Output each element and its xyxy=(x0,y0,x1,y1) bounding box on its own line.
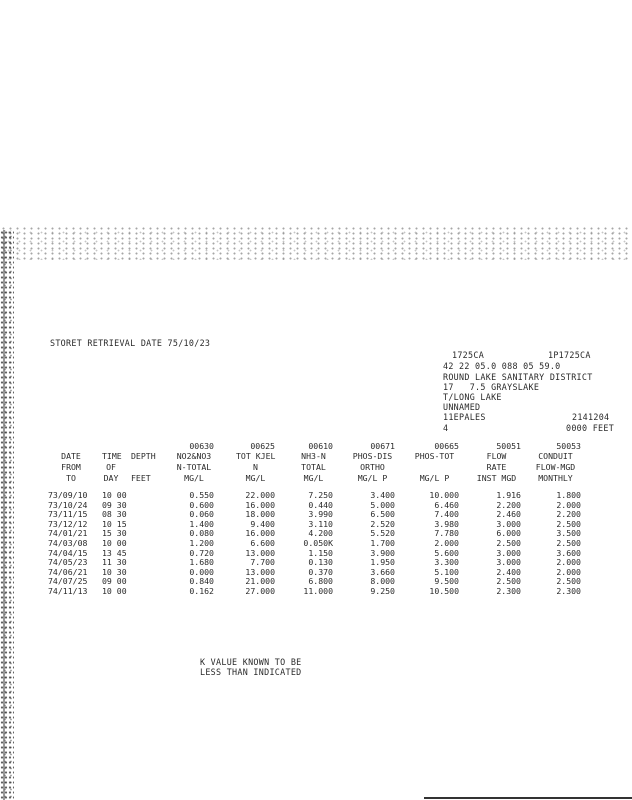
station-coords: 42 22 05.0 088 05 59.0 xyxy=(443,361,561,371)
cell-flow-rate: 2.460 xyxy=(496,509,521,520)
column-header-phos-tot xyxy=(410,463,459,473)
scan-bottom-rule xyxy=(424,797,632,799)
scan-edge xyxy=(3,230,5,800)
cell-conduit-flow: 2.500 xyxy=(556,538,581,548)
cell-conduit-flow: 2.200 xyxy=(556,509,581,520)
column-header-no2no3: MG/L xyxy=(184,473,204,483)
column-header-time: DAY xyxy=(103,473,119,483)
cell-date: 73/12/12 xyxy=(48,518,88,529)
cell-no2no3: 0.080 xyxy=(189,528,214,539)
param-code-nh3: 00610 xyxy=(308,441,333,451)
column-header-time: TIME xyxy=(102,451,122,461)
cell-phos-tot: 10.000 xyxy=(429,490,459,500)
cell-nh3: 1.150 xyxy=(308,547,333,558)
column-header-nh3: TOTAL xyxy=(301,462,326,472)
cell-phos-dis: 1.700 xyxy=(370,538,395,548)
column-header-date: DATE xyxy=(61,451,81,461)
param-code-conduit-flow: 50053 xyxy=(556,441,581,451)
cell-phos-dis: 6.500 xyxy=(370,509,395,520)
cell-phos-tot: 3.300 xyxy=(434,557,459,568)
station-id: 1725CA xyxy=(452,350,485,360)
cell-phos-dis: 3.660 xyxy=(370,566,395,577)
param-code-flow-rate: 50051 xyxy=(496,441,521,451)
cell-nh3: 11.000 xyxy=(303,586,333,596)
cell-tkn: 22.000 xyxy=(245,490,275,500)
column-header-phos-tot: MG/L P xyxy=(419,473,450,483)
cell-nh3: 7.250 xyxy=(308,490,333,500)
column-header-date: FROM xyxy=(61,462,81,472)
cell-nh3: 3.990 xyxy=(308,509,333,520)
cell-phos-dis: 2.520 xyxy=(370,518,395,529)
footnote-line1: K VALUE KNOWN TO BE xyxy=(200,657,302,667)
cell-depth xyxy=(131,539,148,549)
cell-date: 74/06/21 xyxy=(48,566,88,577)
param-code-tkn: 00625 xyxy=(250,441,275,451)
cell-tkn: 16.000 xyxy=(245,528,275,539)
cell-depth xyxy=(131,529,148,539)
cell-flow-rate: 3.000 xyxy=(496,557,521,568)
cell-flow-rate: 2.500 xyxy=(496,538,521,548)
cell-flow-rate: 2.200 xyxy=(496,499,521,510)
cell-no2no3: 0.840 xyxy=(189,576,214,587)
cell-depth xyxy=(131,501,148,511)
cell-phos-tot: 10.500 xyxy=(429,586,459,596)
column-header-nh3: MG/L xyxy=(303,473,324,483)
cell-no2no3: 1.200 xyxy=(189,538,214,548)
cell-nh3: 3.110 xyxy=(308,518,333,529)
column-header-flow-rate: RATE xyxy=(486,462,507,472)
column-header-date: TO xyxy=(66,473,76,483)
column-header-no2no3: NO2&NO3 xyxy=(176,451,212,461)
cell-time: 09 00 xyxy=(102,576,127,587)
cell-tkn: 21.000 xyxy=(245,576,275,587)
cell-date: 74/01/21 xyxy=(48,528,88,539)
cell-time: 10 00 xyxy=(102,586,127,596)
cell-phos-dis: 3.900 xyxy=(370,547,395,558)
cell-no2no3: 1.400 xyxy=(189,518,214,529)
column-header-conduit-flow: FLOW-MGD xyxy=(535,462,576,472)
cell-no2no3: 0.550 xyxy=(189,490,214,500)
cell-conduit-flow: 2.300 xyxy=(556,586,581,596)
cell-depth xyxy=(131,587,148,597)
cell-conduit-flow: 2.000 xyxy=(556,557,581,568)
cell-nh3: 0.440 xyxy=(308,499,333,510)
depth-label: 0000 FEET xyxy=(566,423,615,433)
cell-phos-dis: 5.520 xyxy=(370,528,395,539)
cell-date: 74/05/23 xyxy=(48,557,88,568)
cell-tkn: 7.700 xyxy=(250,557,275,568)
cell-tkn: 13.000 xyxy=(245,547,275,558)
cell-depth xyxy=(131,577,148,587)
cell-nh3: 0.050K xyxy=(303,538,333,548)
column-header-phos-tot: PHOS-TOT xyxy=(414,451,455,461)
cell-phos-tot: 5.600 xyxy=(434,547,459,558)
level-code: 4 xyxy=(443,423,449,433)
cell-phos-dis: 1.950 xyxy=(370,557,395,568)
cell-time: 09 30 xyxy=(102,499,127,510)
cell-conduit-flow: 1.800 xyxy=(556,490,581,500)
code-right: 2141204 xyxy=(572,412,610,422)
cell-phos-dis: 9.250 xyxy=(370,586,395,596)
cell-depth xyxy=(131,491,148,501)
cell-conduit-flow: 2.500 xyxy=(556,518,581,529)
cell-phos-tot: 9.500 xyxy=(434,576,459,587)
cell-flow-rate: 2.500 xyxy=(496,576,521,587)
cell-phos-tot: 2.000 xyxy=(434,538,459,548)
cell-no2no3: 0.162 xyxy=(189,586,214,596)
cell-phos-dis: 8.000 xyxy=(370,576,395,587)
hq-code: 11EPALES xyxy=(443,412,486,422)
cell-tkn: 27.000 xyxy=(245,586,275,596)
cell-date: 73/11/15 xyxy=(48,509,88,520)
cell-date: 73/10/24 xyxy=(48,499,88,510)
cell-date: 73/09/10 xyxy=(48,490,88,500)
cell-phos-tot: 7.780 xyxy=(434,528,459,539)
cell-phos-tot: 7.400 xyxy=(434,509,459,520)
param-code-phos-tot: 00665 xyxy=(434,441,459,451)
cell-flow-rate: 2.400 xyxy=(496,566,521,577)
column-header-flow-rate: FLOW xyxy=(486,451,507,461)
tributary-name: UNNAMED xyxy=(443,402,481,412)
cell-date: 74/03/08 xyxy=(48,538,88,548)
cell-flow-rate: 3.000 xyxy=(496,518,521,529)
cell-time: 08 30 xyxy=(102,509,127,520)
cell-nh3: 4.200 xyxy=(308,528,333,539)
cell-flow-rate: 6.000 xyxy=(496,528,521,539)
cell-flow-rate: 2.300 xyxy=(496,586,521,596)
cell-time: 10 30 xyxy=(102,566,127,577)
cell-time: 11 30 xyxy=(102,557,127,568)
cell-phos-tot: 3.980 xyxy=(434,518,459,529)
cell-conduit-flow: 3.600 xyxy=(556,547,581,558)
cell-no2no3: 1.680 xyxy=(189,557,214,568)
param-code-no2no3: 00630 xyxy=(189,441,214,451)
column-header-time: OF xyxy=(106,462,116,472)
cell-time: 13 45 xyxy=(102,547,127,558)
cell-phos-tot: 5.100 xyxy=(434,566,459,577)
column-header-tkn: N xyxy=(253,462,258,472)
waterbody-name: T/LONG LAKE xyxy=(443,392,502,402)
cell-phos-dis: 3.400 xyxy=(370,490,395,500)
cell-date: 74/04/15 xyxy=(48,547,88,558)
cell-nh3: 0.370 xyxy=(308,566,333,577)
cell-phos-tot: 6.460 xyxy=(434,499,459,510)
column-header-phos-dis: PHOS-DIS xyxy=(352,451,393,461)
column-header-conduit-flow: CONDUIT xyxy=(538,451,573,461)
column-header-flow-rate: INST MGD xyxy=(476,473,517,483)
cell-time: 15 30 xyxy=(102,528,127,539)
cell-tkn: 9.400 xyxy=(250,518,275,529)
cell-depth xyxy=(131,520,148,530)
scan-noise-top xyxy=(0,226,632,260)
cell-tkn: 16.000 xyxy=(245,499,275,510)
column-header-depth: DEPTH xyxy=(131,451,156,461)
column-header-phos-dis: ORTHO xyxy=(360,462,385,472)
cell-conduit-flow: 2.000 xyxy=(556,566,581,577)
cell-time: 10 00 xyxy=(102,490,127,500)
cell-depth xyxy=(131,510,148,520)
param-code-phos-dis: 00671 xyxy=(370,441,395,451)
station-code: 1P1725CA xyxy=(548,350,591,360)
cell-phos-dis: 5.000 xyxy=(370,499,395,510)
cell-nh3: 0.130 xyxy=(308,557,333,568)
cell-depth xyxy=(131,549,148,559)
column-header-depth xyxy=(131,463,148,473)
cell-date: 74/11/13 xyxy=(48,586,88,596)
column-header-phos-dis: MG/L P xyxy=(357,473,388,483)
cell-no2no3: 0.000 xyxy=(189,566,214,577)
cell-nh3: 6.800 xyxy=(308,576,333,587)
cell-tkn: 6.600 xyxy=(250,538,275,548)
cell-conduit-flow: 2.000 xyxy=(556,499,581,510)
cell-time: 10 00 xyxy=(102,538,127,548)
cell-time: 10 15 xyxy=(102,518,127,529)
cell-conduit-flow: 3.500 xyxy=(556,528,581,539)
column-header-tkn: MG/L xyxy=(245,473,266,483)
footnote-line2: LESS THAN INDICATED xyxy=(200,667,302,677)
column-header-nh3: NH3-N xyxy=(301,451,326,461)
cell-tkn: 18.000 xyxy=(245,509,275,520)
column-header-no2no3: N-TOTAL xyxy=(176,462,212,472)
cell-no2no3: 0.720 xyxy=(189,547,214,558)
cell-flow-rate: 1.916 xyxy=(496,490,521,500)
cell-no2no3: 0.060 xyxy=(189,509,214,520)
cell-depth xyxy=(131,568,148,578)
agency-name: ROUND LAKE SANITARY DISTRICT xyxy=(443,372,593,382)
county-line: 17 7.5 GRAYSLAKE xyxy=(443,382,540,392)
retrieval-date: STORET RETRIEVAL DATE 75/10/23 xyxy=(50,338,211,348)
cell-conduit-flow: 2.500 xyxy=(556,576,581,587)
cell-tkn: 13.000 xyxy=(245,566,275,577)
cell-flow-rate: 3.000 xyxy=(496,547,521,558)
column-header-conduit-flow: MONTHLY xyxy=(538,473,573,483)
cell-depth xyxy=(131,558,148,568)
cell-date: 74/07/25 xyxy=(48,576,88,587)
column-header-depth: FEET xyxy=(131,473,151,483)
column-header-tkn: TOT KJEL xyxy=(236,451,276,461)
cell-no2no3: 0.600 xyxy=(189,499,214,510)
